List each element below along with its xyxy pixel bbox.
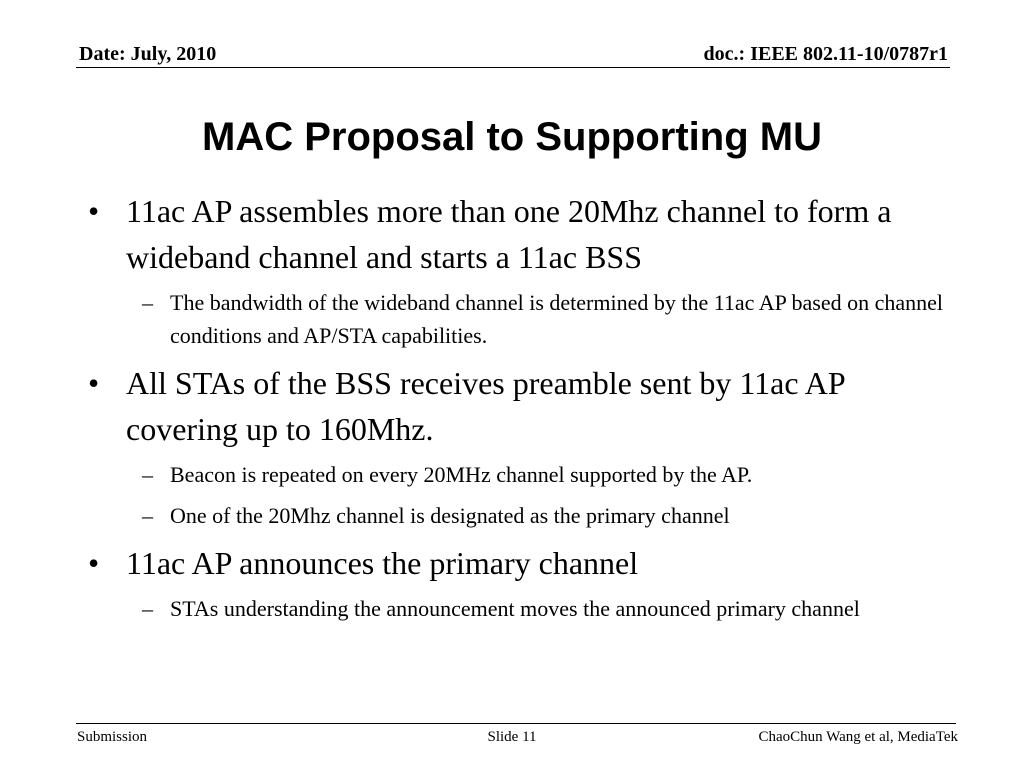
sub-bullet-item xyxy=(88,458,948,491)
slide-title: MAC Proposal to Supporting MU xyxy=(202,115,822,159)
bullet-item xyxy=(88,188,948,280)
footer-author: ChaoChun Wang et al, MediaTek xyxy=(758,729,958,745)
bullet-marker: • xyxy=(88,545,100,581)
sub-bullet-marker: – xyxy=(142,503,153,528)
bullet-item xyxy=(88,540,948,586)
header-date: Date: July, 2010 xyxy=(79,43,217,65)
bullet-marker: • xyxy=(88,193,100,229)
sub-bullet-item xyxy=(88,286,948,352)
sub-bullet-text: The bandwidth of the wideband channel is determined by the 11ac AP based on channel conditions and AP/STA capabilities. xyxy=(170,290,944,348)
header-divider xyxy=(76,67,950,68)
sub-bullet-marker: – xyxy=(142,596,153,621)
slide-body xyxy=(88,188,948,625)
sub-bullet-marker: – xyxy=(142,462,153,487)
sub-bullet-text: Beacon is repeated on every 20MHz channel supported by the AP. xyxy=(170,462,753,487)
bullet-item xyxy=(88,360,948,452)
header-doc-id: doc.: IEEE 802.11-10/0787r1 xyxy=(703,43,948,65)
sub-bullet-item xyxy=(88,499,948,532)
bullet-text: 11ac AP assembles more than one 20Mhz channel to form a wideband channel and starts a 11ac BSS xyxy=(126,193,892,275)
sub-bullet-item xyxy=(88,592,948,625)
bullet-text: 11ac AP announces the primary channel xyxy=(126,545,639,581)
sub-bullet-text: One of the 20Mhz channel is designated as the primary channel xyxy=(170,503,730,528)
sub-bullet-text: STAs understanding the announcement moves the announced primary channel xyxy=(170,596,860,621)
footer-slide-number: Slide 11 xyxy=(487,729,537,745)
bullet-marker: • xyxy=(88,365,100,401)
footer-submission: Submission xyxy=(77,729,148,745)
bullet-text: All STAs of the BSS receives preamble sent by 11ac AP covering up to 160Mhz. xyxy=(126,365,845,447)
sub-bullet-marker: – xyxy=(142,290,153,315)
footer-divider xyxy=(76,723,956,724)
